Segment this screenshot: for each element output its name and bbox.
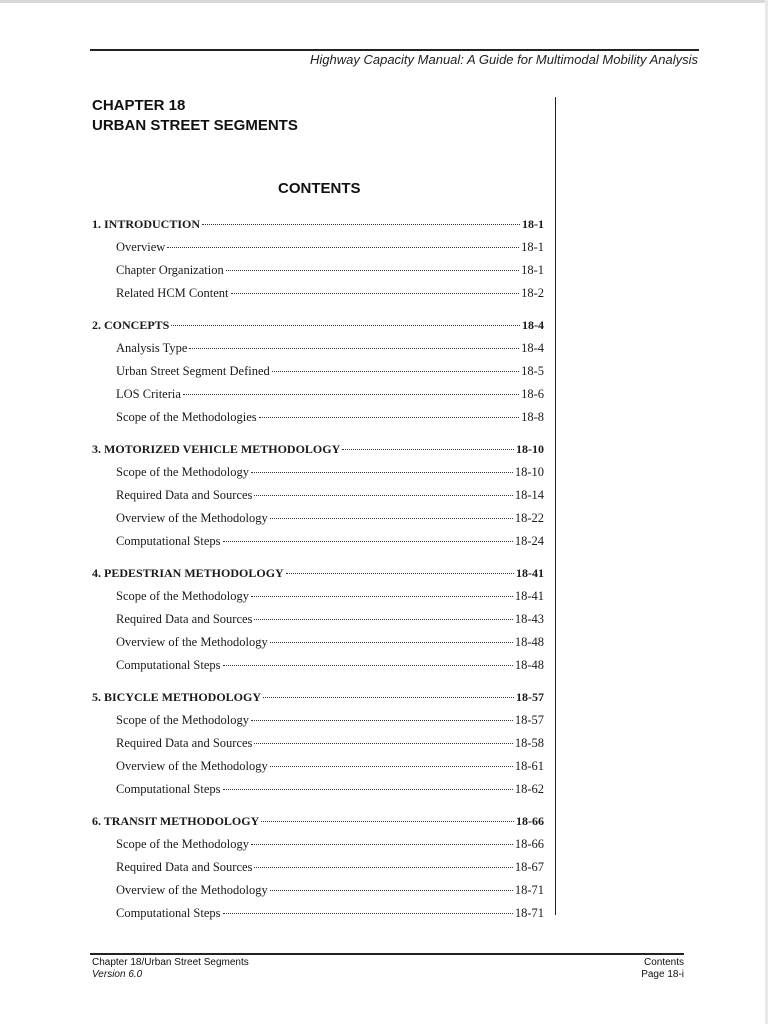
toc-entry-title: Required Data and Sources — [116, 612, 253, 626]
dot-leader — [286, 573, 514, 574]
toc-section — [92, 686, 544, 801]
dot-leader — [272, 371, 519, 372]
toc-entry-title: Scope of the Methodology — [116, 465, 249, 479]
toc-entry-page: 18-22 — [514, 511, 544, 525]
dot-leader — [202, 224, 520, 225]
toc-entry-page: 18-41 — [514, 589, 544, 603]
toc-subentry[interactable] — [92, 709, 544, 732]
footer-page-number: Page 18-i — [641, 969, 684, 980]
dot-leader — [251, 596, 513, 597]
toc-entry-page: 18-58 — [514, 736, 544, 750]
dot-leader — [270, 518, 513, 519]
toc-entry-page: 18-8 — [521, 410, 544, 424]
dot-leader — [231, 293, 520, 294]
toc-entry-page: 18-48 — [514, 658, 544, 672]
toc-entry-title: Computational Steps — [116, 782, 221, 796]
toc-section — [92, 562, 544, 677]
toc-entry-page: 18-71 — [514, 883, 544, 897]
toc-subentry[interactable] — [92, 585, 544, 608]
dot-leader — [251, 472, 513, 473]
toc-entry-title: Scope of the Methodology — [116, 713, 249, 727]
toc-entry-page: 18-4 — [522, 318, 544, 332]
toc-subentry[interactable] — [92, 406, 544, 429]
column-divider-rule — [555, 97, 556, 915]
toc-subentry[interactable] — [92, 530, 544, 553]
dot-leader — [270, 766, 513, 767]
footer-left — [92, 957, 249, 981]
toc-entry-page: 18-62 — [514, 782, 544, 796]
toc-entry-title: Computational Steps — [116, 534, 221, 548]
toc-entry-title: 6. TRANSIT METHODOLOGY — [92, 814, 260, 828]
toc-subentry[interactable] — [92, 337, 544, 360]
footer-version: Version 6.0 — [92, 969, 143, 980]
dot-leader — [259, 417, 519, 418]
toc-entry-title: Computational Steps — [116, 906, 221, 920]
toc-entry-title: Scope of the Methodology — [116, 837, 249, 851]
toc-subentry[interactable] — [92, 631, 544, 654]
toc-subentry[interactable] — [92, 879, 544, 902]
toc-entry-page: 18-61 — [514, 759, 544, 773]
toc-entry-title: 2. CONCEPTS — [92, 318, 170, 332]
toc-entry-title: Overview of the Methodology — [116, 511, 268, 525]
running-header-title: Highway Capacity Manual: A Guide for Multimodal Mobility Analysis — [310, 52, 698, 67]
toc-entry-page: 18-66 — [514, 837, 544, 851]
footer-right — [641, 957, 684, 981]
toc-section — [92, 438, 544, 553]
toc-subentry[interactable] — [92, 833, 544, 856]
toc-section-heading[interactable] — [92, 562, 544, 585]
toc-section — [92, 810, 544, 925]
dot-leader — [254, 743, 512, 744]
toc-entry-page: 18-10 — [514, 465, 544, 479]
dot-leader — [183, 394, 519, 395]
toc-entry-title: 1. INTRODUCTION — [92, 217, 201, 231]
dot-leader — [342, 449, 514, 450]
toc-entry-title: Overview of the Methodology — [116, 635, 268, 649]
dot-leader — [223, 541, 513, 542]
toc-entry-title: Related HCM Content — [116, 286, 229, 300]
chapter-heading — [92, 96, 298, 136]
toc-entry-title: LOS Criteria — [116, 387, 181, 401]
toc-entry-page: 18-48 — [514, 635, 544, 649]
toc-entry-page: 18-1 — [521, 263, 544, 277]
toc-subentry[interactable] — [92, 282, 544, 305]
toc-entry-title: Overview of the Methodology — [116, 883, 268, 897]
chapter-title: URBAN STREET SEGMENTS — [92, 117, 298, 134]
toc-entry-page: 18-67 — [514, 860, 544, 874]
dot-leader — [254, 495, 512, 496]
toc-entry-title: 5. BICYCLE METHODOLOGY — [92, 690, 262, 704]
toc-section-heading[interactable] — [92, 438, 544, 461]
toc-subentry[interactable] — [92, 507, 544, 530]
toc-entry-title: Computational Steps — [116, 658, 221, 672]
dot-leader — [254, 867, 512, 868]
toc-entry-title: Scope of the Methodologies — [116, 410, 257, 424]
toc-entry-page: 18-57 — [516, 690, 544, 704]
dot-leader — [263, 697, 514, 698]
toc-subentry[interactable] — [92, 654, 544, 677]
footer-rule — [90, 953, 684, 955]
toc-entry-page: 18-2 — [521, 286, 544, 300]
toc-section-heading[interactable] — [92, 686, 544, 709]
toc-entry-title: 4. PEDESTRIAN METHODOLOGY — [92, 566, 284, 580]
toc-entry-page: 18-41 — [516, 566, 544, 580]
toc-entry-page: 18-4 — [521, 341, 544, 355]
chapter-number: CHAPTER 18 — [92, 97, 186, 114]
toc-section-heading[interactable] — [92, 810, 544, 833]
toc-entry-page: 18-24 — [514, 534, 544, 548]
dot-leader — [251, 844, 513, 845]
toc-entry-page: 18-66 — [516, 814, 544, 828]
toc-section — [92, 213, 544, 305]
toc-entry-title: Analysis Type — [116, 341, 188, 355]
toc-entry-page: 18-6 — [521, 387, 544, 401]
toc-entry-page: 18-1 — [522, 217, 544, 231]
toc-entry-title: Chapter Organization — [116, 263, 224, 277]
toc-subentry[interactable] — [92, 755, 544, 778]
toc-entry-title: Overview — [116, 240, 166, 254]
toc-subentry[interactable] — [92, 484, 544, 507]
dot-leader — [171, 325, 520, 326]
toc-entry-title: Required Data and Sources — [116, 736, 253, 750]
toc-subentry[interactable] — [92, 383, 544, 406]
toc-section-heading[interactable] — [92, 314, 544, 337]
dot-leader — [189, 348, 519, 349]
toc-subentry[interactable] — [92, 778, 544, 801]
toc-subentry[interactable] — [92, 236, 544, 259]
toc-entry-title: Required Data and Sources — [116, 488, 253, 502]
toc-entry-title: Scope of the Methodology — [116, 589, 249, 603]
toc-subentry[interactable] — [92, 902, 544, 925]
toc-subentry[interactable] — [92, 608, 544, 631]
dot-leader — [254, 619, 512, 620]
toc-entry-title: Urban Street Segment Defined — [116, 364, 270, 378]
dot-leader — [270, 890, 513, 891]
toc-subentry[interactable] — [92, 461, 544, 484]
toc-subentry[interactable] — [92, 732, 544, 755]
dot-leader — [167, 247, 519, 248]
dot-leader — [226, 270, 519, 271]
toc-entry-page: 18-71 — [514, 906, 544, 920]
toc-entry-page: 18-57 — [514, 713, 544, 727]
toc-entry-page: 18-5 — [521, 364, 544, 378]
dot-leader — [223, 913, 513, 914]
toc-entry-page: 18-43 — [514, 612, 544, 626]
footer-chapter-label: Chapter 18/Urban Street Segments — [92, 957, 249, 968]
header-rule — [90, 49, 699, 51]
toc-entry-page: 18-10 — [516, 442, 544, 456]
toc-entry-page: 18-1 — [521, 240, 544, 254]
contents-heading: CONTENTS — [278, 180, 361, 197]
toc-entry-title: 3. MOTORIZED VEHICLE METHODOLOGY — [92, 442, 341, 456]
dot-leader — [223, 665, 513, 666]
toc-entry-title: Required Data and Sources — [116, 860, 253, 874]
toc-subentry[interactable] — [92, 259, 544, 282]
dot-leader — [261, 821, 514, 822]
page-edge-top — [0, 0, 768, 3]
toc-section — [92, 314, 544, 429]
dot-leader — [223, 789, 513, 790]
toc-subentry[interactable] — [92, 360, 544, 383]
dot-leader — [270, 642, 513, 643]
table-of-contents — [92, 213, 544, 934]
toc-subentry[interactable] — [92, 856, 544, 879]
dot-leader — [251, 720, 513, 721]
toc-section-heading[interactable] — [92, 213, 544, 236]
footer-section: Contents — [643, 957, 684, 968]
toc-entry-page: 18-14 — [514, 488, 544, 502]
toc-entry-title: Overview of the Methodology — [116, 759, 268, 773]
